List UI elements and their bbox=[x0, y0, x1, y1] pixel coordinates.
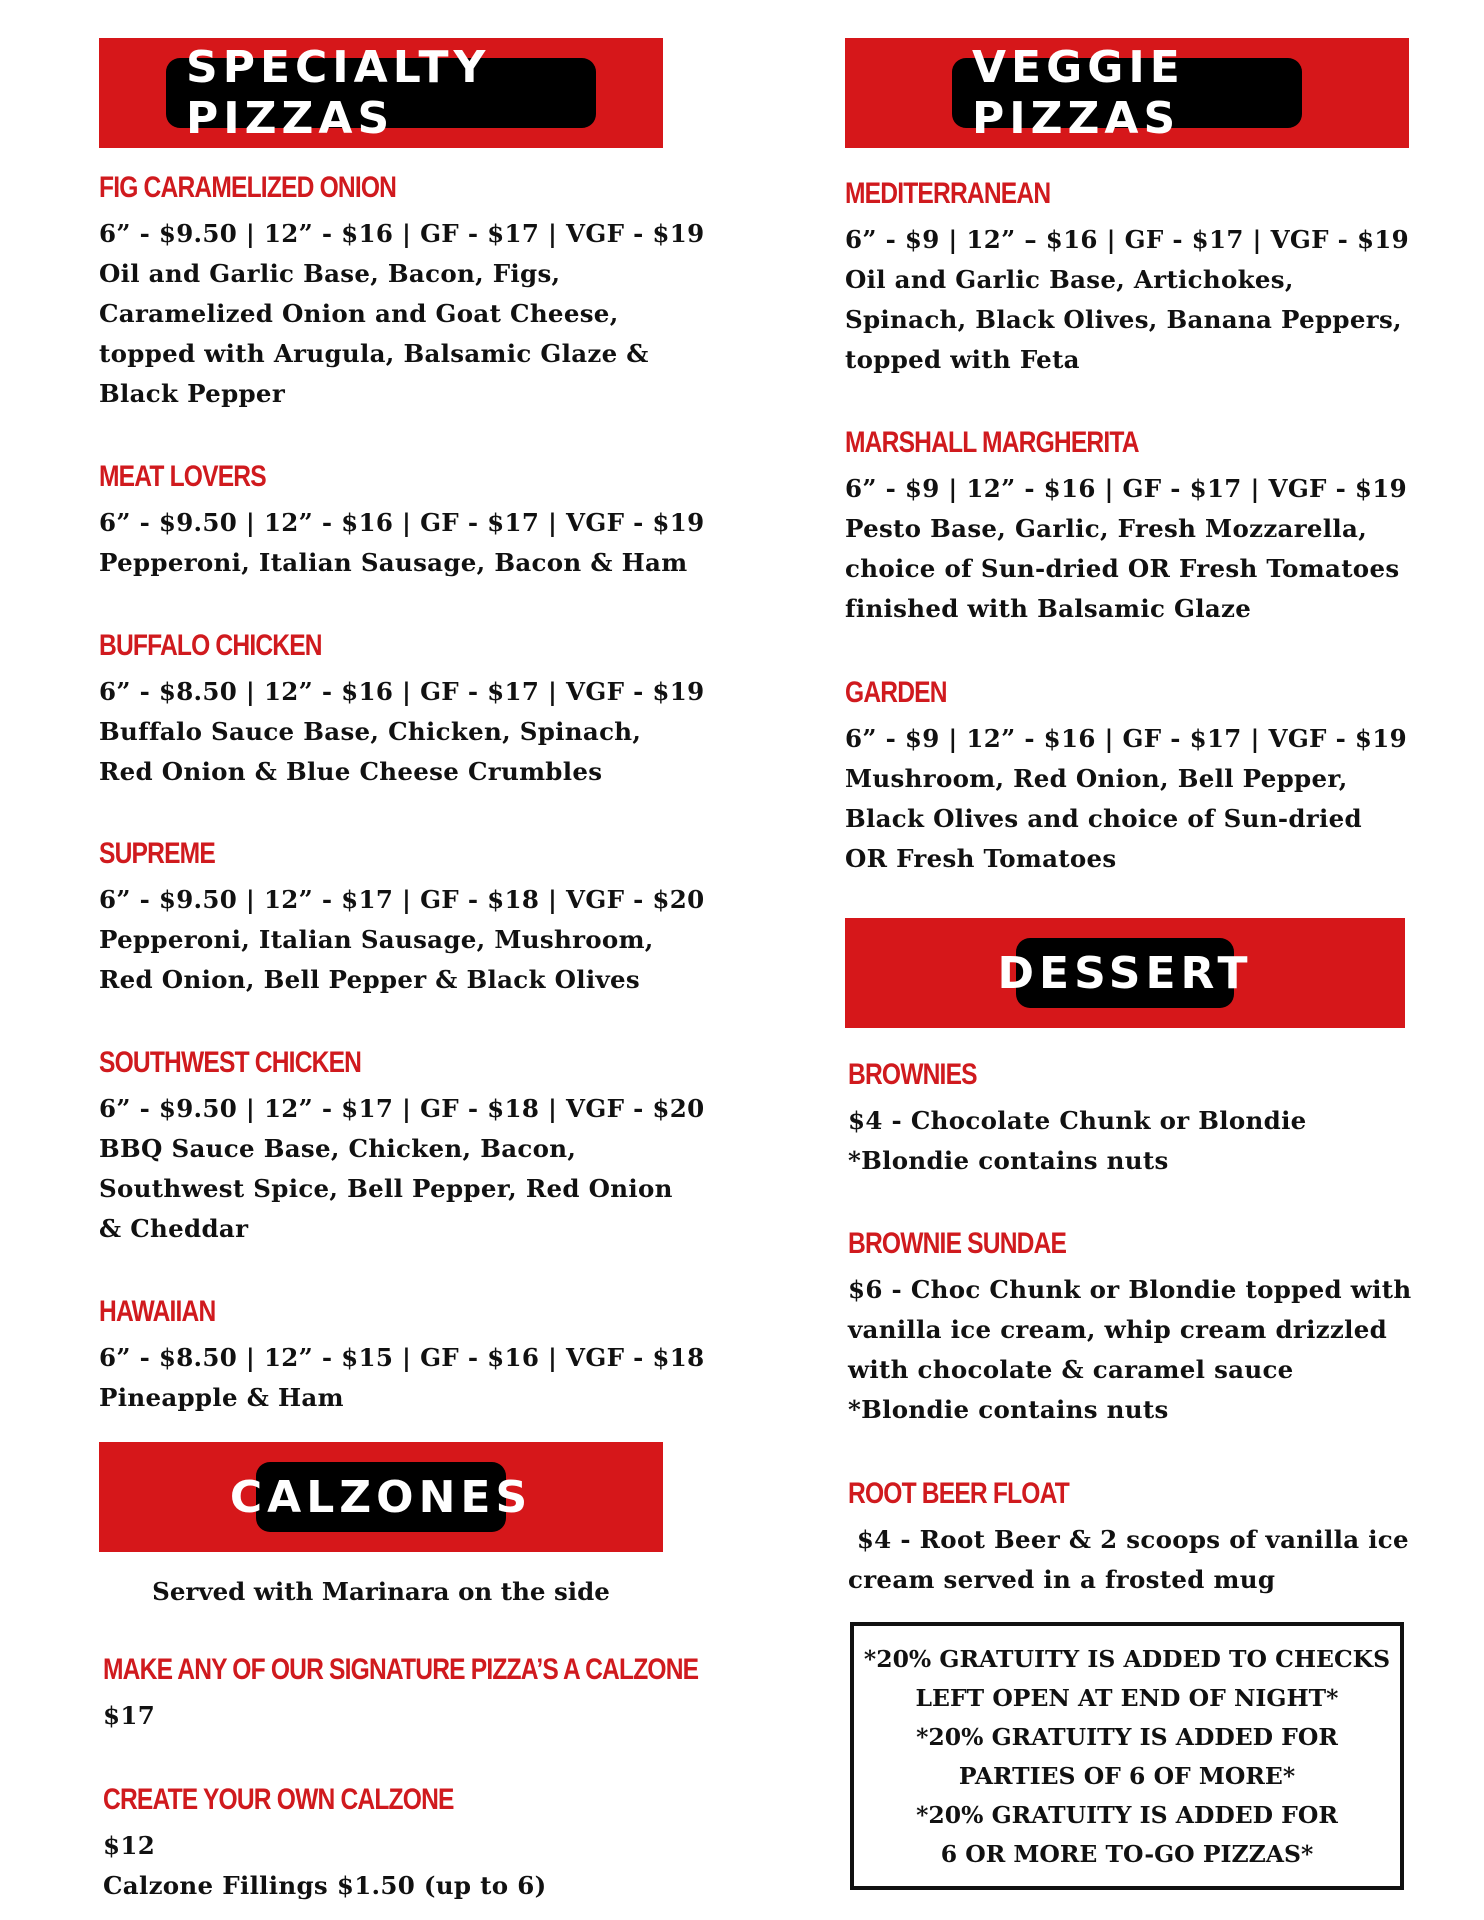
menu-item bbox=[848, 1474, 1409, 1600]
item-desc: vanilla ice cream, whip cream drizzled bbox=[848, 1315, 1388, 1344]
calzones-subtitle: Served with Marinara on the side bbox=[152, 1577, 610, 1606]
item-title: MEAT LOVERS bbox=[99, 460, 266, 493]
menu-item bbox=[103, 1780, 547, 1906]
item-title: CREATE YOUR OWN CALZONE bbox=[103, 1783, 454, 1816]
menu-item bbox=[99, 1043, 704, 1249]
item-desc: Black Olives and choice of Sun-dried bbox=[845, 804, 1362, 833]
item-desc: Caramelized Onion and Goat Cheese, bbox=[99, 299, 619, 328]
item-desc: Buffalo Sauce Base, Chicken, Spinach, bbox=[99, 717, 642, 746]
menu-item bbox=[99, 457, 704, 583]
item-desc: *Blondie contains nuts bbox=[848, 1146, 1169, 1175]
notice-line: *20% GRATUITY IS ADDED TO CHECKS bbox=[863, 1645, 1391, 1673]
item-desc: choice of Sun-dried OR Fresh Tomatoes bbox=[845, 554, 1400, 583]
item-desc: with chocolate & caramel sauce bbox=[848, 1355, 1294, 1384]
item-desc: Calzone Fillings $1.50 (up to 6) bbox=[103, 1871, 547, 1900]
item-desc: Red Onion & Blue Cheese Crumbles bbox=[99, 757, 603, 786]
calzones-banner bbox=[99, 1442, 663, 1552]
menu-item bbox=[103, 1650, 829, 1736]
dessert-heading-text: DESSERT bbox=[997, 947, 1253, 999]
item-desc: topped with Feta bbox=[845, 345, 1080, 374]
menu-item bbox=[99, 834, 704, 1000]
item-desc: Red Onion, Bell Pepper & Black Olives bbox=[99, 965, 640, 994]
item-desc: Spinach, Black Olives, Banana Peppers, bbox=[845, 305, 1402, 334]
specialty-banner bbox=[99, 38, 663, 148]
item-title: MEDITERRANEAN bbox=[845, 177, 1051, 210]
item-title: ROOT BEER FLOAT bbox=[848, 1477, 1069, 1510]
menu-item bbox=[99, 626, 704, 792]
item-price: $17 bbox=[103, 1701, 156, 1730]
item-price: 6” - $8.50 | 12” - $15 | GF - $16 | VGF - $18 bbox=[99, 1343, 705, 1372]
item-desc: Oil and Garlic Base, Bacon, Figs, bbox=[99, 259, 561, 288]
item-title: MAKE ANY OF OUR SIGNATURE PIZZA’S A CALZONE bbox=[103, 1653, 699, 1686]
veggie-heading-text: VEGGIE PIZZAS bbox=[972, 42, 1185, 144]
item-price: 6” - $9.50 | 12” - $16 | GF - $17 | VGF - $19 bbox=[99, 508, 705, 537]
notice-line: *20% GRATUITY IS ADDED FOR bbox=[916, 1801, 1338, 1829]
item-desc: & Cheddar bbox=[99, 1214, 249, 1243]
dessert-heading bbox=[997, 938, 1253, 1008]
item-title: GARDEN bbox=[845, 676, 947, 709]
item-price: $4 - Root Beer & 2 scoops of vanilla ice bbox=[848, 1525, 1409, 1554]
item-desc: Black Pepper bbox=[99, 379, 286, 408]
gratuity-notice bbox=[850, 1622, 1404, 1890]
menu-item bbox=[848, 1055, 1307, 1181]
item-price: $6 - Choc Chunk or Blondie topped with bbox=[848, 1275, 1412, 1304]
menu-item bbox=[99, 168, 704, 414]
item-desc: Pepperoni, Italian Sausage, Bacon & Ham bbox=[99, 548, 688, 577]
item-title: SUPREME bbox=[99, 837, 215, 870]
item-desc: Pineapple & Ham bbox=[99, 1383, 344, 1412]
specialty-heading-text: SPECIALTY PIZZAS bbox=[186, 42, 491, 144]
veggie-banner bbox=[845, 38, 1409, 148]
notice-line: *20% GRATUITY IS ADDED FOR bbox=[916, 1723, 1338, 1751]
item-price: 6” - $9 | 12” - $16 | GF - $17 | VGF - $19 bbox=[845, 724, 1407, 753]
menu-item bbox=[99, 1292, 704, 1418]
item-title: BROWNIE SUNDAE bbox=[848, 1227, 1067, 1260]
item-price: 6” - $9 | 12” – $16 | GF - $17 | VGF - $19 bbox=[845, 225, 1409, 254]
item-price: 6” - $9.50 | 12” - $17 | GF - $18 | VGF - $20 bbox=[99, 885, 705, 914]
menu-item bbox=[845, 673, 1407, 879]
item-price: 6” - $9 | 12” - $16 | GF - $17 | VGF - $19 bbox=[845, 474, 1407, 503]
menu-item bbox=[845, 423, 1407, 629]
menu-item bbox=[845, 174, 1409, 380]
item-desc: BBQ Sauce Base, Chicken, Bacon, bbox=[99, 1134, 577, 1163]
item-title: BROWNIES bbox=[848, 1058, 977, 1091]
item-desc: Oil and Garlic Base, Artichokes, bbox=[845, 265, 1294, 294]
item-title: SOUTHWEST CHICKEN bbox=[99, 1046, 362, 1079]
dessert-banner bbox=[845, 918, 1405, 1028]
item-price: $4 - Chocolate Chunk or Blondie bbox=[848, 1106, 1307, 1135]
item-desc: OR Fresh Tomatoes bbox=[845, 844, 1117, 873]
item-title: BUFFALO CHICKEN bbox=[99, 629, 322, 662]
item-price: 6” - $8.50 | 12” - $16 | GF - $17 | VGF - $19 bbox=[99, 677, 705, 706]
item-desc: Mushroom, Red Onion, Bell Pepper, bbox=[845, 764, 1348, 793]
item-price: 6” - $9.50 | 12” - $16 | GF - $17 | VGF - $19 bbox=[99, 219, 705, 248]
item-price: $12 bbox=[103, 1831, 156, 1860]
calzones-heading-text: CALZONES bbox=[229, 1471, 533, 1523]
item-price: 6” - $9.50 | 12” - $17 | GF - $18 | VGF - $20 bbox=[99, 1094, 705, 1123]
specialty-heading bbox=[166, 42, 596, 144]
item-desc: Pesto Base, Garlic, Fresh Mozzarella, bbox=[845, 514, 1368, 543]
notice-line: 6 OR MORE TO-GO PIZZAS* bbox=[940, 1840, 1314, 1868]
item-desc: finished with Balsamic Glaze bbox=[845, 594, 1252, 623]
item-desc: Pepperoni, Italian Sausage, Mushroom, bbox=[99, 925, 654, 954]
item-title: MARSHALL MARGHERITA bbox=[845, 426, 1139, 459]
item-title: FIG CARAMELIZED ONION bbox=[99, 171, 397, 204]
notice-line: PARTIES OF 6 OF MORE* bbox=[958, 1762, 1296, 1790]
notice-line: LEFT OPEN AT END OF NIGHT* bbox=[915, 1684, 1339, 1712]
item-desc: Southwest Spice, Bell Pepper, Red Onion bbox=[99, 1174, 673, 1203]
item-desc: cream served in a frosted mug bbox=[848, 1565, 1276, 1594]
item-title: HAWAIIAN bbox=[99, 1295, 216, 1328]
item-desc: *Blondie contains nuts bbox=[848, 1395, 1169, 1424]
item-desc: topped with Arugula, Balsamic Glaze & bbox=[99, 339, 649, 368]
veggie-heading bbox=[952, 42, 1302, 144]
calzones-heading bbox=[229, 1462, 533, 1532]
menu-item bbox=[848, 1224, 1411, 1430]
